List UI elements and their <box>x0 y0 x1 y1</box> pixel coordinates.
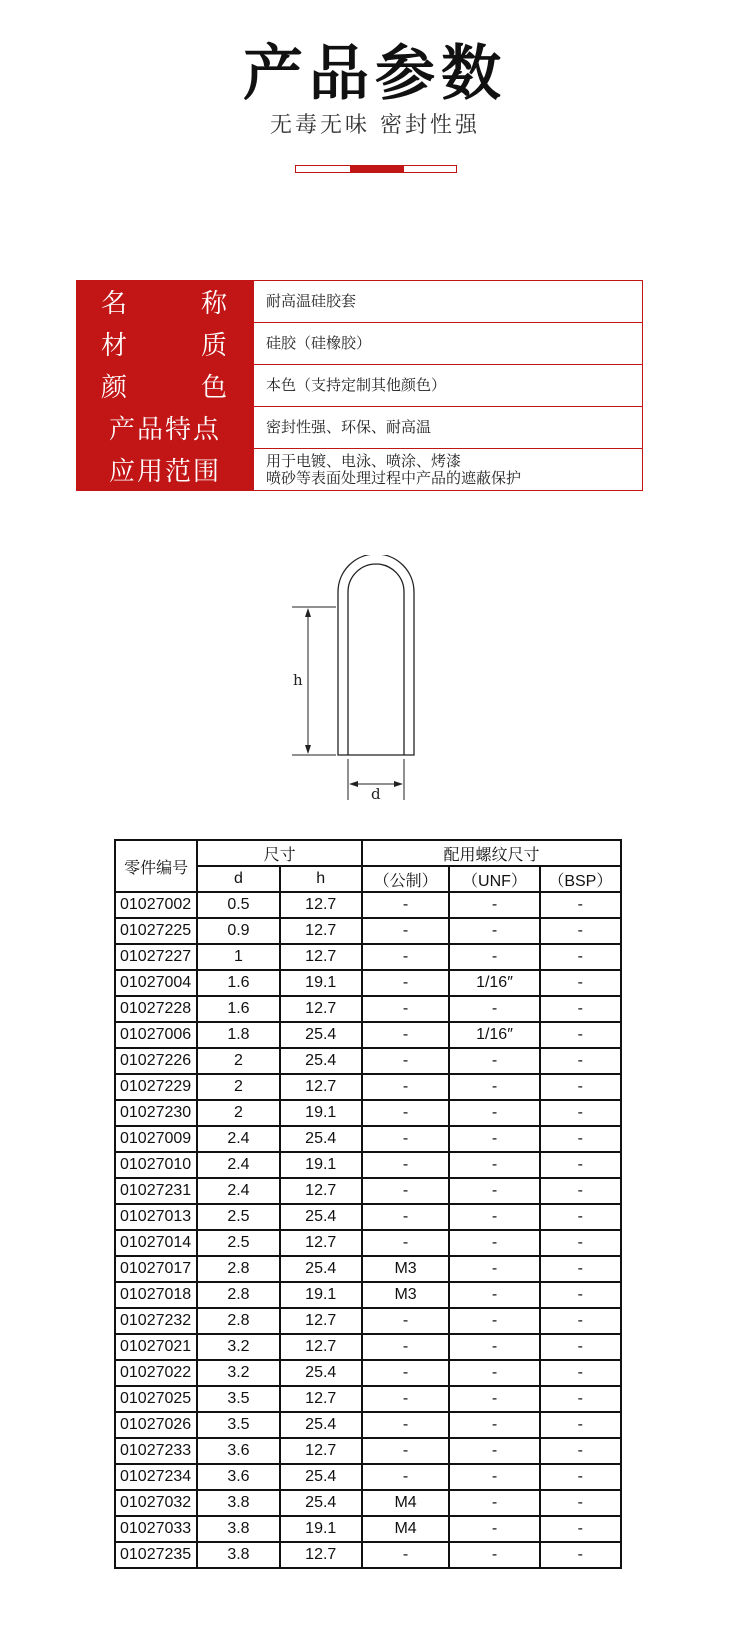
table-cell: 1.6 <box>197 970 279 996</box>
property-key: 应用范围 <box>77 449 254 491</box>
table-cell: 25.4 <box>280 1256 362 1282</box>
h-label: h <box>293 671 303 689</box>
table-cell: - <box>449 918 539 944</box>
table-cell: 12.7 <box>280 944 362 970</box>
table-cell: 2 <box>197 1048 279 1074</box>
table-cell: 25.4 <box>280 1048 362 1074</box>
table-row <box>115 1438 621 1464</box>
table-cell: 1 <box>197 944 279 970</box>
spec-header-row <box>115 840 621 866</box>
property-value: 密封性强、环保、耐高温 <box>254 407 643 449</box>
table-cell: 3.6 <box>197 1438 279 1464</box>
table-cell: - <box>540 996 621 1022</box>
table-cell: - <box>362 1230 449 1256</box>
property-key-char: 质 <box>200 331 229 361</box>
table-cell: 2.5 <box>197 1230 279 1256</box>
table-cell: 25.4 <box>280 1464 362 1490</box>
table-cell: 01027235 <box>115 1542 197 1568</box>
table-cell: 01027234 <box>115 1464 197 1490</box>
property-row <box>77 281 643 323</box>
table-row <box>115 1256 621 1282</box>
table-cell: 12.7 <box>280 1438 362 1464</box>
d-label: d <box>371 785 381 803</box>
table-cell: 25.4 <box>280 1126 362 1152</box>
property-key-char: 色 <box>200 373 229 403</box>
table-row <box>115 970 621 996</box>
table-cell: 12.7 <box>280 1334 362 1360</box>
table-cell: - <box>362 1412 449 1438</box>
table-cell: M4 <box>362 1516 449 1542</box>
property-row <box>77 323 643 365</box>
table-cell: - <box>362 1126 449 1152</box>
table-cell: 01027033 <box>115 1516 197 1542</box>
col-d: d <box>197 866 279 892</box>
table-cell: 1.6 <box>197 996 279 1022</box>
table-row <box>115 1334 621 1360</box>
col-unf: （UNF） <box>449 866 539 892</box>
table-cell: 25.4 <box>280 1490 362 1516</box>
table-row <box>115 1178 621 1204</box>
property-key-spread <box>77 325 253 362</box>
table-cell: 01027228 <box>115 996 197 1022</box>
table-cell: 12.7 <box>280 1308 362 1334</box>
property-value: 耐高温硅胶套 <box>254 281 643 323</box>
table-cell: 01027226 <box>115 1048 197 1074</box>
table-cell: 01027004 <box>115 970 197 996</box>
table-cell: - <box>540 1334 621 1360</box>
table-row <box>115 1542 621 1568</box>
table-cell: - <box>540 944 621 970</box>
table-cell: 2.8 <box>197 1256 279 1282</box>
col-h: h <box>280 866 362 892</box>
col-size: 尺寸 <box>197 840 362 866</box>
table-row <box>115 918 621 944</box>
table-cell: 01027006 <box>115 1022 197 1048</box>
table-cell: 01027231 <box>115 1178 197 1204</box>
table-cell: 1/16″ <box>449 970 539 996</box>
table-cell: 01027232 <box>115 1308 197 1334</box>
cap-inner-outline <box>348 564 404 755</box>
table-cell: 3.2 <box>197 1334 279 1360</box>
table-cell: 25.4 <box>280 1360 362 1386</box>
table-row <box>115 1386 621 1412</box>
table-cell: 0.5 <box>197 892 279 918</box>
table-cell: - <box>540 1230 621 1256</box>
table-cell: 01027021 <box>115 1334 197 1360</box>
table-cell: 01027010 <box>115 1152 197 1178</box>
table-cell: 3.8 <box>197 1516 279 1542</box>
table-cell: - <box>362 1178 449 1204</box>
table-cell: - <box>540 1542 621 1568</box>
col-thread: 配用螺纹尺寸 <box>362 840 621 866</box>
col-part-number: 零件编号 <box>115 840 197 892</box>
table-row <box>115 1230 621 1256</box>
table-row <box>115 1490 621 1516</box>
spec-table <box>114 839 622 1569</box>
table-cell: 01027022 <box>115 1360 197 1386</box>
table-cell: 19.1 <box>280 1282 362 1308</box>
table-cell: - <box>362 1048 449 1074</box>
table-row <box>115 1464 621 1490</box>
table-cell: - <box>362 1074 449 1100</box>
table-cell: - <box>449 1178 539 1204</box>
table-cell: 3.5 <box>197 1412 279 1438</box>
table-row <box>115 1126 621 1152</box>
table-cell: - <box>540 1126 621 1152</box>
table-cell: - <box>362 1386 449 1412</box>
table-row <box>115 1074 621 1100</box>
table-cell: - <box>449 996 539 1022</box>
table-cell: 25.4 <box>280 1022 362 1048</box>
table-cell: 2.8 <box>197 1282 279 1308</box>
table-cell: 2.8 <box>197 1308 279 1334</box>
property-table <box>76 280 643 491</box>
table-cell: 01027017 <box>115 1256 197 1282</box>
table-cell: - <box>362 970 449 996</box>
table-cell: - <box>449 1542 539 1568</box>
table-cell: - <box>540 1490 621 1516</box>
table-cell: 01027013 <box>115 1204 197 1230</box>
property-value: 本色（支持定制其他颜色） <box>254 365 643 407</box>
property-value-multiline <box>254 449 643 491</box>
table-cell: - <box>449 1074 539 1100</box>
table-cell: 2.4 <box>197 1178 279 1204</box>
table-cell: 25.4 <box>280 1412 362 1438</box>
table-cell: - <box>540 1204 621 1230</box>
table-cell: 01027233 <box>115 1438 197 1464</box>
table-cell: 19.1 <box>280 1100 362 1126</box>
property-key-char: 颜 <box>101 373 130 403</box>
table-cell: - <box>540 1282 621 1308</box>
table-cell: 19.1 <box>280 1516 362 1542</box>
table-cell: 3.6 <box>197 1464 279 1490</box>
table-cell: 12.7 <box>280 996 362 1022</box>
table-cell: 12.7 <box>280 1542 362 1568</box>
table-row <box>115 1152 621 1178</box>
table-cell: - <box>449 1412 539 1438</box>
table-cell: 12.7 <box>280 1230 362 1256</box>
spec-table-body <box>115 892 621 1568</box>
table-cell: 1.8 <box>197 1022 279 1048</box>
table-cell: 12.7 <box>280 1386 362 1412</box>
table-row <box>115 1360 621 1386</box>
table-row <box>115 1204 621 1230</box>
table-row <box>115 1516 621 1542</box>
table-cell: - <box>362 1152 449 1178</box>
table-cell: 01027225 <box>115 918 197 944</box>
table-cell: 1/16″ <box>449 1022 539 1048</box>
table-cell: 01027229 <box>115 1074 197 1100</box>
table-cell: - <box>540 1048 621 1074</box>
table-cell: 19.1 <box>280 970 362 996</box>
property-value: 硅胶（硅橡胶） <box>254 323 643 365</box>
table-cell: - <box>449 1152 539 1178</box>
table-cell: - <box>362 944 449 970</box>
table-cell: - <box>449 1334 539 1360</box>
table-cell: 2.4 <box>197 1126 279 1152</box>
property-row <box>77 365 643 407</box>
col-bsp: （BSP） <box>540 866 621 892</box>
property-row <box>77 449 643 491</box>
table-cell: 25.4 <box>280 1204 362 1230</box>
table-cell: 0.9 <box>197 918 279 944</box>
table-cell: 3.8 <box>197 1542 279 1568</box>
table-cell: - <box>362 1100 449 1126</box>
table-cell: - <box>449 1386 539 1412</box>
table-cell: - <box>449 1100 539 1126</box>
table-cell: - <box>540 892 621 918</box>
property-key-char: 称 <box>200 289 229 319</box>
table-cell: 2 <box>197 1100 279 1126</box>
table-cell: M4 <box>362 1490 449 1516</box>
application-line-2: 喷砂等表面处理过程中产品的遮蔽保护 <box>266 468 522 487</box>
table-cell: - <box>540 1178 621 1204</box>
table-cell: - <box>362 892 449 918</box>
table-cell: 12.7 <box>280 918 362 944</box>
table-cell: - <box>540 1152 621 1178</box>
table-cell: M3 <box>362 1282 449 1308</box>
table-cell: - <box>362 1438 449 1464</box>
table-cell: - <box>362 1334 449 1360</box>
table-row <box>115 1048 621 1074</box>
page-subtitle: 无毒无味 密封性强 <box>270 113 480 138</box>
property-key: 产品特点 <box>77 407 254 449</box>
table-cell: - <box>540 918 621 944</box>
table-cell: 2 <box>197 1074 279 1100</box>
property-key-spread <box>77 367 253 404</box>
table-cell: - <box>449 1464 539 1490</box>
table-cell: - <box>449 1230 539 1256</box>
table-cell: 3.5 <box>197 1386 279 1412</box>
table-row <box>115 1308 621 1334</box>
table-cell: - <box>449 1282 539 1308</box>
table-row <box>115 1412 621 1438</box>
table-row <box>115 892 621 918</box>
table-cell: - <box>540 1412 621 1438</box>
table-cell: 3.2 <box>197 1360 279 1386</box>
table-cell: - <box>449 1308 539 1334</box>
table-cell: 01027032 <box>115 1490 197 1516</box>
table-cell: - <box>362 1464 449 1490</box>
table-cell: 01027014 <box>115 1230 197 1256</box>
table-cell: - <box>449 892 539 918</box>
table-cell: - <box>449 1438 539 1464</box>
table-cell: 2.5 <box>197 1204 279 1230</box>
table-cell: 12.7 <box>280 892 362 918</box>
table-cell: 01027002 <box>115 892 197 918</box>
table-cell: - <box>362 918 449 944</box>
table-cell: - <box>362 1022 449 1048</box>
table-cell: M3 <box>362 1256 449 1282</box>
table-cell: 2.4 <box>197 1152 279 1178</box>
property-key-char: 材 <box>101 331 130 361</box>
table-cell: 12.7 <box>280 1178 362 1204</box>
table-cell: - <box>362 1204 449 1230</box>
table-cell: - <box>362 1542 449 1568</box>
table-row <box>115 1100 621 1126</box>
table-cell: - <box>449 944 539 970</box>
table-cell: - <box>449 1360 539 1386</box>
application-line-1: 用于电镀、电泳、喷涂、烤漆 <box>266 451 462 470</box>
col-metric: （公制） <box>362 866 449 892</box>
table-cell: - <box>540 970 621 996</box>
table-cell: - <box>449 1204 539 1230</box>
table-cell: - <box>540 1360 621 1386</box>
table-cell: - <box>540 1464 621 1490</box>
table-cell: - <box>540 1438 621 1464</box>
table-row <box>115 944 621 970</box>
table-row <box>115 1282 621 1308</box>
table-cell: - <box>449 1516 539 1542</box>
table-cell: - <box>362 996 449 1022</box>
table-cell: - <box>362 1360 449 1386</box>
table-cell: - <box>449 1126 539 1152</box>
table-cell: 3.8 <box>197 1490 279 1516</box>
page-title: 产品参数 <box>243 39 507 109</box>
table-cell: 19.1 <box>280 1152 362 1178</box>
table-cell: 01027227 <box>115 944 197 970</box>
table-cell: - <box>449 1048 539 1074</box>
silicone-cap-diagram <box>270 555 450 805</box>
property-row <box>77 407 643 449</box>
table-cell: - <box>362 1308 449 1334</box>
table-cell: 01027009 <box>115 1126 197 1152</box>
property-key-char: 名 <box>101 289 130 319</box>
property-key-spread <box>77 283 253 320</box>
table-cell: 01027018 <box>115 1282 197 1308</box>
table-cell: 01027026 <box>115 1412 197 1438</box>
table-cell: - <box>449 1256 539 1282</box>
table-cell: 12.7 <box>280 1074 362 1100</box>
table-cell: - <box>540 1516 621 1542</box>
table-cell: 01027230 <box>115 1100 197 1126</box>
table-cell: - <box>540 1022 621 1048</box>
title-divider <box>295 165 457 173</box>
table-cell: - <box>540 1100 621 1126</box>
table-row <box>115 996 621 1022</box>
table-cell: - <box>540 1386 621 1412</box>
table-cell: - <box>540 1074 621 1100</box>
table-row <box>115 1022 621 1048</box>
table-cell: - <box>449 1490 539 1516</box>
table-cell: - <box>540 1308 621 1334</box>
table-cell: - <box>540 1256 621 1282</box>
title-divider-accent <box>350 165 404 173</box>
table-cell: 01027025 <box>115 1386 197 1412</box>
